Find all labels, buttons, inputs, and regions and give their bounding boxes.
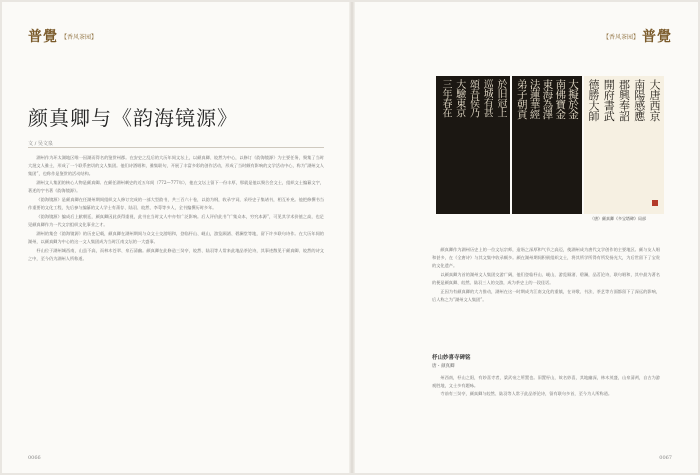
calligraphy-column: 東海為澤 [541, 79, 554, 119]
calligraphy-column: 於旧冠上 [495, 79, 506, 117]
paragraph: 湖州文人集团的核心人物是颜真卿。在颜任湖州刺史的近五年间（772—777年），他在文坛上留下一份丰厚，那就是他以聚合会文士，组织文士编纂文字，著述的字书著《韵海镜源》。 [28, 180, 324, 193]
right-masthead [603, 26, 672, 46]
poem-author: 唐・颜真卿 [432, 364, 455, 369]
paragraph: 湖州的集会《韵海镜源》的历史记载，颜真卿在湖州期间与众文士交游唱和，登临杼山、岘山，游览顾渚、碧澜堂等地，留下许多联句诗作。在大历年间的湖州，以颜真卿为中心的这一文人集团成为当时江南文坛的一大盛事。 [28, 231, 324, 244]
calligraphy-rubbing-3 [584, 76, 664, 214]
right-page [354, 2, 698, 473]
page-number-right: 0067 [659, 455, 672, 461]
calligraphy-column: 郡興奉詔 [617, 79, 631, 121]
paragraph: 以颜真卿为首的湖州文人集团交游广阔，他们登临杼山、岘山，游览顾渚、碧澜，品茗论诗，联句唱和，其中最为著名的便是颜真卿、皎然、陆羽三人的交游，成为茶史上的一段佳话。 [432, 272, 660, 285]
calligraphy-column: 三年春在 [440, 79, 451, 117]
calligraphy-column: 大唐西京 [648, 79, 661, 121]
calligraphy-column: 法蓮華經 [528, 79, 541, 119]
column-tag: 【香风茶园】 [61, 33, 98, 41]
magazine-spread [2, 2, 698, 473]
calligraphy-column: 巡城有甚 [481, 79, 493, 117]
calligraphy-column: 南佛寶金 [554, 79, 567, 119]
paragraph: 颜真卿作为湖州历史上的一位文坛宗师，造诣之深厚和气节之高迈，使湖州成为唐代文学创作的主要地区。颜与友人唱和甚多，在《全唐诗》与其文集中收录颇多。颜在湖州期间积极组织文士，将其所学所得有所发扬光大，为后世留下了宝贵的文化遗产。 [432, 247, 660, 268]
column-tag: 【香风茶园】 [602, 33, 639, 41]
calligraphy-column: 大驗東京 [453, 79, 465, 117]
poem-text [432, 374, 660, 454]
calligraphy-column: 大擬於金 [566, 79, 579, 119]
paragraph: 寺前有三癸亭，颜真卿与皎然、陆羽等人常于此品茶论诗，留有联句多首，至今为人所称道。 [440, 391, 613, 396]
calligraphy-column: 南陽感應 [632, 79, 646, 121]
paragraph: 州西南，杼山之阳，有妙喜寺者，梁武帝之所置也。旧置杼山，故名妙喜，其地幽深，林木茂盛，山泉清冽，自古为游观胜地，文士多有题咏。 [432, 375, 660, 388]
left-page [2, 2, 350, 473]
paragraph: 《韵海镜源》编成后上献朝廷，颜真卿因此获得重视，此书在当时文人中亦有广泛影响。后人评价此书“广集众本，穷究本源”，可见其学术价值之高，也足见颜真卿作为一代文宗组织文化事业之才。 [28, 214, 324, 227]
paragraph: 湖州作为环太湖地区唯一因湖而得名的鉴赏州郡。在安史之乱后的大历年间文坛上，以颜真卿、皎然为中心，以修订《韵海镜源》为主要任务，聚集了当时大批文人雅士，形成了一个联系密切的文人集团。他们诗酒唱和，雅集联句，开展了丰富多彩的创作活动，形成了当时颇有影响的文学活动中心，称为“湖州文人集团”，也称作是鉴赏的活动结构。 [28, 155, 324, 176]
brand-logo: 普覺 [642, 29, 672, 45]
calligraphy-column: 德勝大師 [587, 79, 600, 121]
paragraph: 杼山位于湖州城西南，山虽不高，而林木苍翠、泉石清幽。颜真卿在此修造三癸亭，皎然、陆羽等人常来此地品茶论诗，其事迹散见于颜真卿、皎然的诗文之中，至今仍为湖州人所称道。 [28, 248, 324, 261]
paragraph: 正因为有颜真卿的大力推动，湖州在这一时期成为江南文化的重镇，在诗歌、书法、茶艺等方面都留下了深远的影响，后人称之为“湖州文人集团”。 [432, 289, 660, 302]
left-masthead [28, 26, 97, 46]
page-number-left: 0066 [28, 455, 41, 461]
calligraphy-rubbing-1 [436, 76, 510, 214]
article-title: 颜真卿与《韵海镜源》 [28, 106, 238, 130]
left-body-text [28, 154, 324, 454]
calligraphy-rubbing-2 [512, 76, 582, 214]
calligraphy-column: 頌吾侯乃 [467, 79, 479, 117]
title-divider [28, 147, 324, 148]
paragraph: 《韵海镜源》是颜真卿在任湖州期间组织文人修订完成的一部大型韵书，共三百六十卷，以韵为纲，收录字词，采经史子集诸书，相互补充。他把修撰书当作重要的文化工程，先后参与编纂的文人学士有萧存、陆羽、皎然、李萼等多人，全书编撰历时多年。 [28, 197, 324, 210]
image-caption: （唐）颜真卿《多宝塔碑》局部 [590, 216, 646, 221]
article-byline: 文 / 吴文泉 [28, 141, 53, 147]
poem-heading: 杼山妙喜寺碑铭 [432, 355, 471, 361]
right-body-text [432, 246, 660, 346]
calligraphy-column: 弟子朝貢 [515, 79, 528, 119]
calligraphy-column: 開府書武 [602, 79, 616, 121]
red-seal-icon [652, 200, 658, 206]
brand-logo: 普覺 [28, 29, 58, 45]
